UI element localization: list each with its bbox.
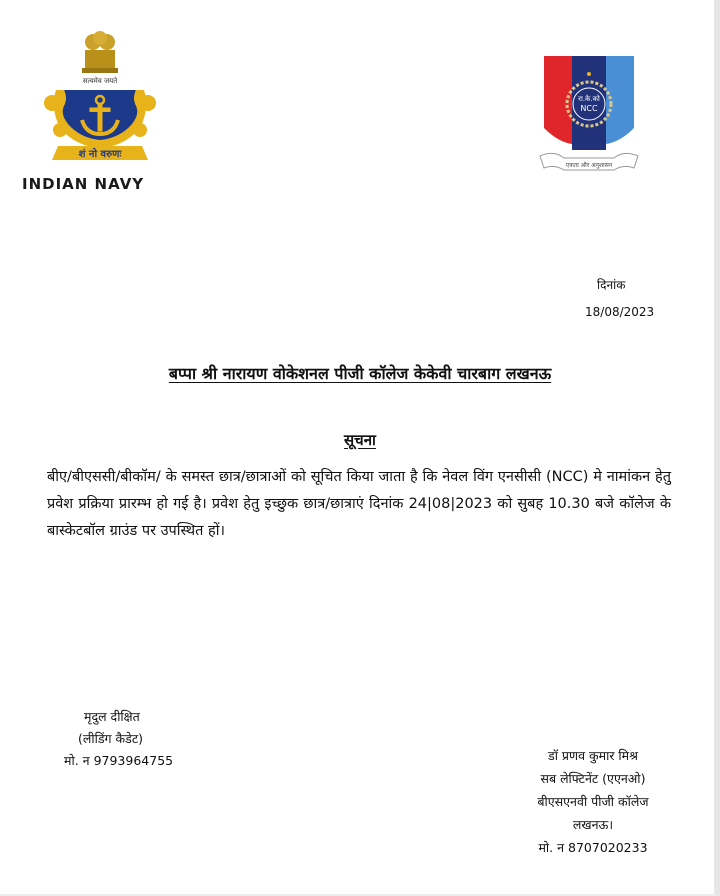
svg-text:एकता और अनुशासन: एकता और अनुशासन xyxy=(565,162,613,169)
ashoka-lions-emblem xyxy=(82,31,118,73)
signatory-left-phone: मो. न 9793964755 xyxy=(64,753,174,768)
ncc-motto-scroll xyxy=(540,153,638,170)
indian-navy-crest-logo xyxy=(30,28,170,168)
signatory-right-institution: बीएसएनवी पीजी कॉलेज xyxy=(537,794,649,809)
notice-heading xyxy=(0,430,720,450)
signatory-right-name: डॉ प्रणव कुमार मिश्र xyxy=(548,748,638,763)
signatory-right-city: लखनऊ। xyxy=(572,817,614,832)
college-title xyxy=(0,362,720,384)
date-label: दिनांक xyxy=(597,278,626,292)
svg-text:सत्यमेव जयते: सत्यमेव जयते xyxy=(82,77,118,85)
signatory-right-phone: मो. न 8707020233 xyxy=(538,840,648,855)
svg-text:रा.के.को: रा.के.को xyxy=(578,95,600,103)
ncc-logo xyxy=(534,46,644,186)
signatory-right-designation: सब लेफ्टिनेंट (एएनओ) xyxy=(540,771,646,786)
svg-text:शं नो वरुणः: शं नो वरुणः xyxy=(78,149,122,160)
signatory-left xyxy=(64,706,173,772)
signatory-left-name: मृदुल दीक्षित xyxy=(84,709,140,724)
notice-body: बीए/बीएससी/बीकॉम/ के समस्त छात्र/छात्राओं को सूचित किया जाता है कि नेवल विंग एनसीसी (NCC) मे नामांकन हेतु प्रवेश प्रक्रिया प्रारम्भ हो गई है। प्रवेश हेतु इच्छुक छात्र/छात्राएं दिनांक 24|08|2023 को सुबह 10.30 बजे कॉलेज के बास्केटबॉल ग्राउंड पर उपस्थित हों। xyxy=(47,469,671,539)
signatory-right xyxy=(518,744,668,859)
date-value: 18/08/2023 xyxy=(585,305,655,319)
signatory-left-designation: (लीडिंग कैडेट) xyxy=(78,731,143,746)
college-title-text: बप्पा श्री नारायण वोकेशनल पीजी कॉलेज केकेवी चारबाग लखनऊ xyxy=(168,364,552,383)
svg-text:NCC: NCC xyxy=(580,104,598,113)
indian-navy-caption: INDIAN NAVY xyxy=(22,175,145,193)
notice-heading-text: सूचना xyxy=(344,431,376,449)
